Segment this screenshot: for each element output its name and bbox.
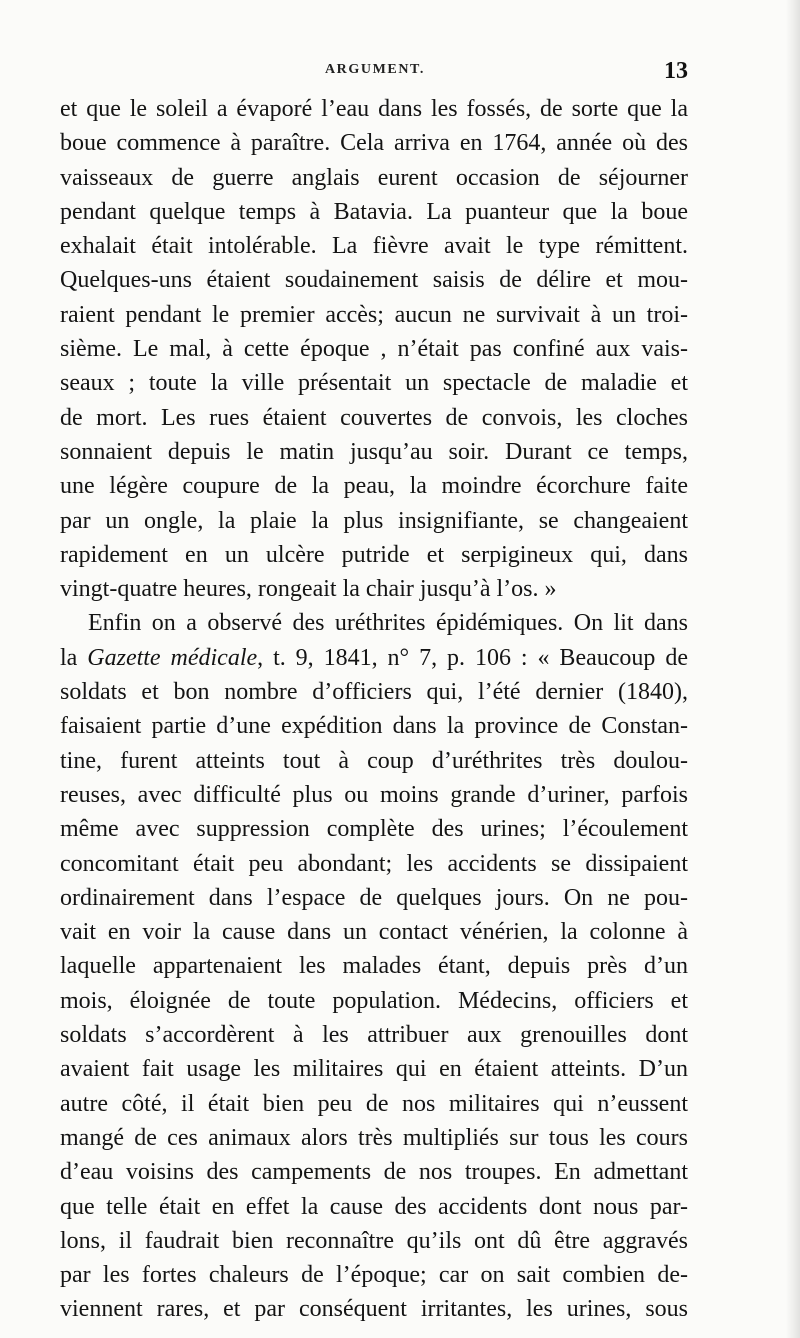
text-line: Quelques-uns étaient soudainement saisis de délire et mou- [60, 267, 688, 294]
text-line: pendant quelque temps à Batavia. La puanteur que la boue [60, 198, 688, 225]
paragraph [60, 92, 688, 606]
page-header [62, 58, 688, 88]
text-line: d’eau voisins des campements de nos troupes. En admettant [60, 1159, 688, 1186]
text-line: vait en voir la cause dans un contact vénérien, la colonne à [60, 919, 688, 946]
text-line: de mort. Les rues étaient couvertes de convois, les cloches [60, 404, 688, 431]
page-edge-shadow [786, 0, 800, 1338]
text-line: ordinairement dans l’espace de quelques jours. On ne pou- [60, 884, 688, 911]
body-text [60, 92, 688, 1327]
text-line: vaisseaux de guerre anglais eurent occasion de séjourner [60, 164, 688, 191]
text-line: lons, il faudrait bien reconnaître qu’ils ont dû être aggravés [60, 1227, 688, 1254]
running-head: ARGUMENT. [324, 62, 426, 77]
text-line: seaux ; toute la ville présentait un spectacle de maladie et [60, 370, 688, 397]
text-line: Enfin on a observé des uréthrites épidémiques. On lit dans [88, 610, 688, 637]
text-line: viennent rares, et par conséquent irritantes, les urines, sous [60, 1296, 688, 1323]
text-line: que telle était en effet la cause des accidents dont nous par- [60, 1193, 688, 1220]
text-line: concomitant était peu abondant; les accidents se dissipaient [60, 850, 688, 877]
text-line: mois, éloignée de toute population. Médecins, officiers et [60, 987, 688, 1014]
text-line: et que le soleil a évaporé l’eau dans les fossés, de sorte que la [60, 96, 688, 122]
text-line: boue commence à paraître. Cela arriva en 1764, année où des [60, 130, 688, 157]
text-line: soldats et bon nombre d’officiers qui, l’été dernier (1840), [60, 679, 688, 706]
text-line: laquelle appartenaient les malades étant, depuis près d’un [60, 953, 688, 980]
paragraph [60, 606, 688, 1326]
journal-title: Gazette médicale [87, 644, 258, 671]
text-line: autre côté, il était bien peu de nos militaires qui n’eussent [60, 1090, 688, 1117]
text-line: sonnaient depuis le matin jusqu’au soir. Durant ce temps, [60, 438, 688, 465]
text-line: faisaient partie d’une expédition dans la province de Constan- [60, 713, 688, 740]
text-line: soldats s’accordèrent à les attribuer aux grenouilles dont [60, 1022, 688, 1049]
text-line: rapidement en un ulcère putride et serpigineux qui, dans [60, 541, 688, 568]
text-line: par un ongle, la plaie la plus insignifiante, se changeaient [60, 507, 688, 534]
text-line: une légère coupure de la peau, la moindre écorchure faite [60, 473, 688, 500]
text-line: sième. Le mal, à cette époque , n’était pas confiné aux vais- [60, 336, 688, 363]
text-line: raient pendant le premier accès; aucun ne survivait à un troi- [60, 301, 688, 328]
text-line: exhalait était intolérable. La fièvre avait le type rémittent. [60, 233, 688, 260]
text-line: mangé de ces animaux alors très multipliés sur tous les cours [60, 1124, 688, 1151]
text-line: tine, furent atteints tout à coup d’uréthrites très doulou- [60, 747, 688, 774]
text-line: même avec suppression complète des urines; l’écoulement [60, 816, 688, 843]
text-line-with-citation: la Gazette médicale, t. 9, 1841, n° 7, p. 106 : « Beaucoup de [60, 644, 688, 671]
text-line: vingt-quatre heures, rongeait la chair jusqu’à l’os. » [60, 576, 557, 603]
text-line: avaient fait usage les militaires qui en étaient atteints. D’un [60, 1056, 688, 1083]
text-line: par les fortes chaleurs de l’époque; car on sait combien de- [60, 1262, 688, 1289]
page-number: 13 [664, 58, 688, 84]
text-line: reuses, avec difficulté plus ou moins grande d’uriner, parfois [60, 781, 688, 808]
